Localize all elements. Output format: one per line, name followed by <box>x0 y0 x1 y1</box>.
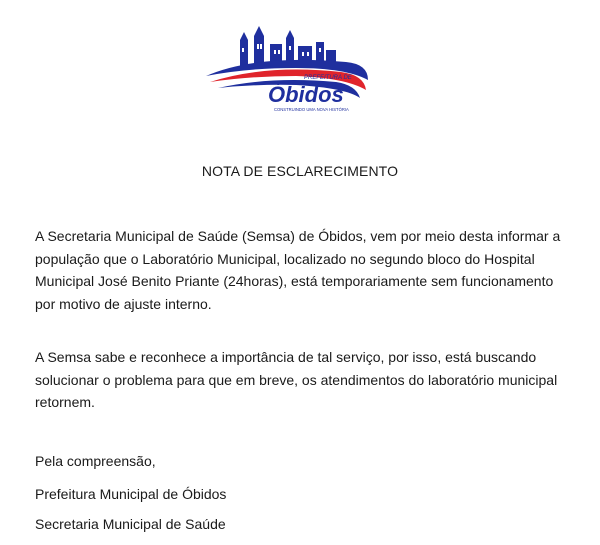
paragraph-1: A Secretaria Municipal de Saúde (Semsa) de Óbidos, vem por meio desta informar a população que o Laboratório Municipal, localizado no segundo bloco do Hospital Municipal José Benito Priante (24horas), está temporariamente sem funcionamento por motivo de ajuste interno. <box>35 228 561 312</box>
logo-name: Óbidos <box>268 82 344 107</box>
logo-tagline: CONSTRUINDO UMA NOVA HISTÓRIA <box>274 107 349 112</box>
logo-line1: PREFEITURA DE <box>304 75 352 81</box>
signature-prefeitura: Prefeitura Municipal de Óbidos <box>35 486 227 502</box>
document-title: NOTA DE ESCLARECIMENTO <box>201 163 399 179</box>
closing-line: Pela compreensão, <box>35 453 156 469</box>
signature-secretaria: Secretaria Municipal de Saúde <box>35 516 226 532</box>
municipality-logo <box>196 18 406 118</box>
paragraph-2: A Semsa sabe e reconhece a importância de tal serviço, por isso, está buscando solucionar o problema para que em breve, os atendimentos do laboratório municipal retornem. <box>35 349 558 411</box>
obidos-logo-graphic <box>196 18 406 118</box>
